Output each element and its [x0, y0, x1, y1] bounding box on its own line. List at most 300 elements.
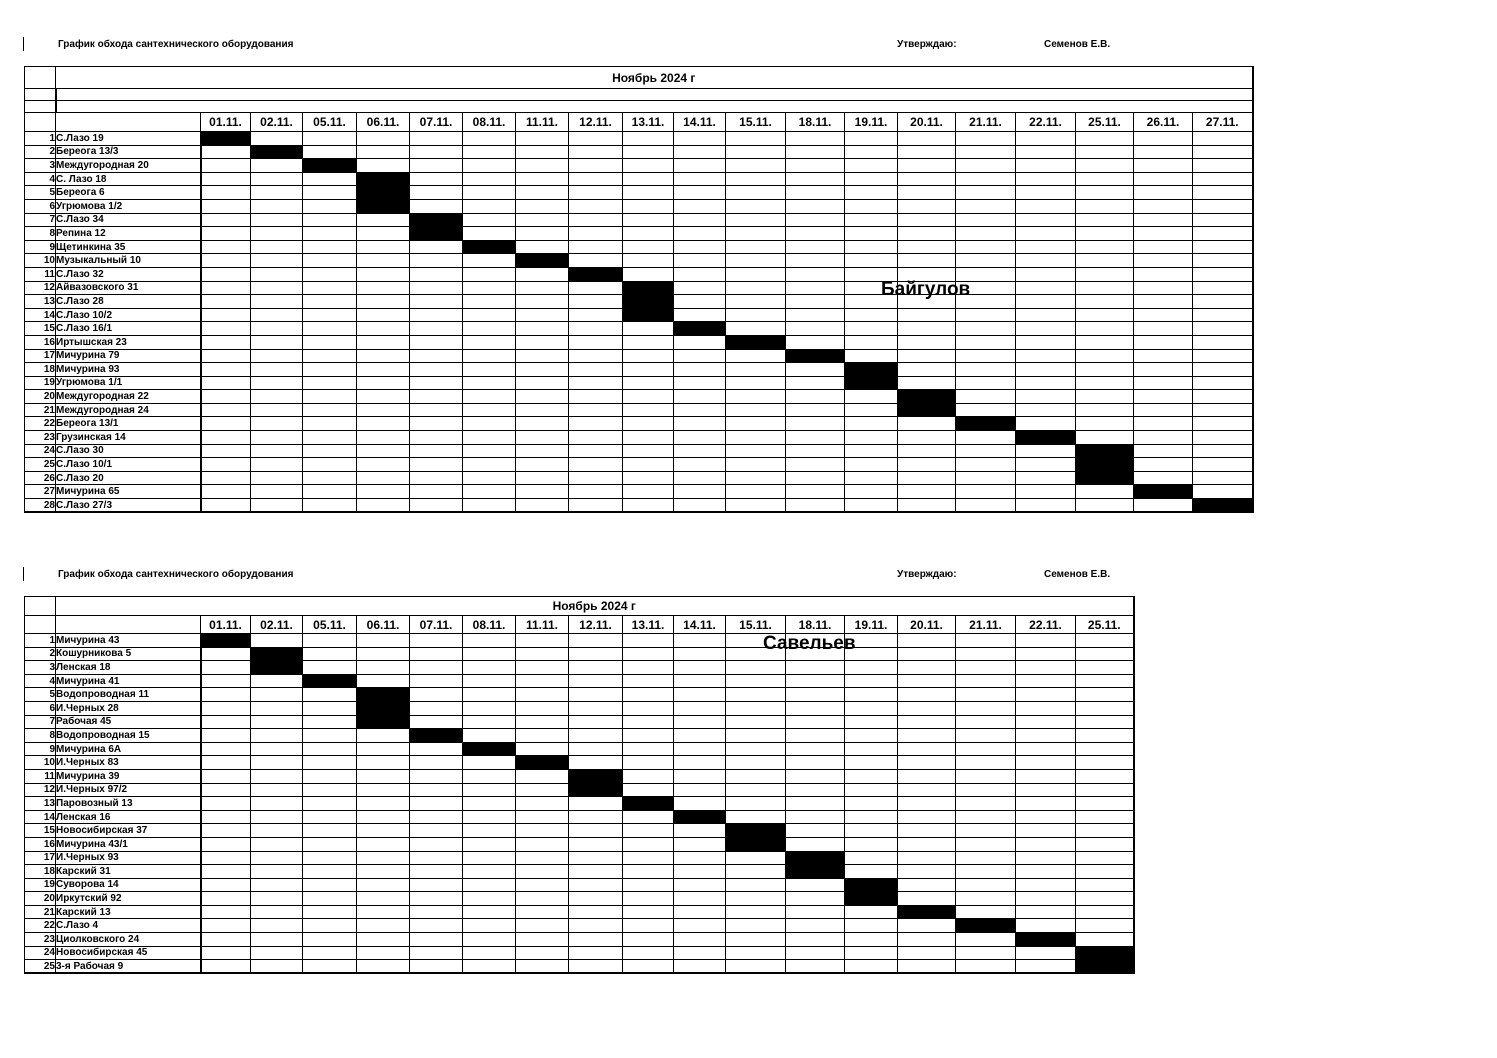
schedule-cell	[201, 878, 251, 892]
schedule-cell	[623, 159, 674, 173]
schedule-cell	[516, 254, 569, 268]
schedule-cell	[956, 742, 1016, 756]
schedule-cell	[410, 661, 463, 675]
date-header: 07.11.	[410, 616, 463, 634]
schedule-cell	[201, 213, 251, 227]
schedule-cell	[251, 797, 303, 811]
month-row	[25, 597, 1134, 616]
schedule-cell	[726, 281, 786, 295]
row-number: 6	[25, 701, 56, 715]
address-cell: Ленская 16	[56, 810, 201, 824]
schedule-cell	[569, 661, 623, 675]
schedule-cell	[898, 363, 956, 377]
row-number: 1	[25, 634, 56, 648]
schedule-cell	[357, 254, 410, 268]
address-cell: Репина 12	[56, 227, 201, 241]
schedule-cell	[845, 499, 898, 513]
row-number: 3	[25, 661, 56, 675]
schedule-cell	[410, 281, 463, 295]
schedule-cell	[516, 810, 569, 824]
schedule-cell	[786, 905, 845, 919]
schedule-cell	[410, 933, 463, 947]
schedule-cell	[410, 688, 463, 702]
schedule-cell	[898, 240, 956, 254]
schedule-cell	[303, 499, 357, 513]
schedule-cell	[516, 240, 569, 254]
address-cell: Угрюмова 1/1	[56, 376, 201, 390]
schedule-cell	[303, 715, 357, 729]
schedule-cell	[251, 946, 303, 960]
schedule-cell	[303, 485, 357, 499]
schedule-cell	[726, 199, 786, 213]
schedule-cell	[201, 322, 251, 336]
schedule-cell	[303, 701, 357, 715]
schedule-cell	[569, 444, 623, 458]
schedule-cell	[463, 390, 516, 404]
schedule-cell	[410, 172, 463, 186]
schedule-cell	[251, 892, 303, 906]
schedule-cell	[201, 349, 251, 363]
schedule-cell	[1134, 295, 1193, 309]
schedule-cell	[623, 946, 674, 960]
schedule-cell	[1076, 281, 1134, 295]
schedule-cell	[1076, 742, 1134, 756]
schedule-cell	[463, 485, 516, 499]
address-cell: Ленская 18	[56, 661, 201, 675]
schedule-cell	[463, 688, 516, 702]
address-cell: С.Лазо 34	[56, 213, 201, 227]
schedule-cell	[463, 172, 516, 186]
schedule-cell	[726, 172, 786, 186]
schedule-cell	[516, 933, 569, 947]
schedule-cell	[623, 865, 674, 879]
schedule-cell	[357, 172, 410, 186]
schedule-cell	[1076, 634, 1134, 648]
schedule-cell	[1016, 933, 1076, 947]
table-row	[25, 254, 1253, 268]
schedule-cell	[1016, 674, 1076, 688]
schedule-cell	[201, 960, 251, 974]
schedule-cell	[1134, 458, 1193, 472]
date-header: 26.11.	[1134, 113, 1193, 132]
schedule-cell	[1193, 308, 1253, 322]
table-row	[25, 186, 1253, 200]
schedule-cell	[623, 824, 674, 838]
schedule-cell	[410, 213, 463, 227]
schedule-cell	[623, 769, 674, 783]
schedule-cell	[1076, 199, 1134, 213]
schedule-cell	[674, 742, 726, 756]
schedule-cell	[463, 674, 516, 688]
schedule-cell	[303, 308, 357, 322]
schedule-cell	[623, 756, 674, 770]
schedule-cell	[410, 159, 463, 173]
schedule-cell	[251, 851, 303, 865]
schedule-cell	[251, 865, 303, 879]
table-row	[25, 458, 1253, 472]
schedule-cell	[1193, 281, 1253, 295]
schedule-cell	[786, 431, 845, 445]
schedule-cell	[956, 688, 1016, 702]
schedule-cell	[303, 186, 357, 200]
inspector-name: Байгулов	[881, 279, 971, 300]
schedule-cell	[303, 199, 357, 213]
schedule-cell	[956, 674, 1016, 688]
schedule-cell	[674, 199, 726, 213]
schedule-cell	[674, 227, 726, 241]
address-cell: Мичурина 39	[56, 769, 201, 783]
schedule-cell	[357, 647, 410, 661]
schedule-cell	[1076, 431, 1134, 445]
schedule-cell	[956, 390, 1016, 404]
schedule-cell	[845, 390, 898, 404]
table-row	[25, 729, 1134, 743]
schedule-cell	[1193, 458, 1253, 472]
schedule-cell	[956, 199, 1016, 213]
schedule-cell	[1193, 417, 1253, 431]
schedule-cell	[674, 213, 726, 227]
schedule-cell	[303, 742, 357, 756]
schedule-cell	[845, 674, 898, 688]
schedule-cell	[357, 485, 410, 499]
schedule-cell	[726, 715, 786, 729]
schedule-cell	[956, 919, 1016, 933]
schedule-cell	[956, 729, 1016, 743]
schedule-cell	[674, 267, 726, 281]
table-row	[25, 824, 1134, 838]
row-number: 17	[25, 851, 56, 865]
schedule-cell	[1016, 227, 1076, 241]
schedule-cell	[956, 403, 1016, 417]
schedule-cell	[357, 132, 410, 146]
date-header: 12.11.	[569, 113, 623, 132]
schedule-cell	[463, 403, 516, 417]
row-number: 1	[25, 132, 56, 146]
schedule-cell	[1076, 295, 1134, 309]
schedule-cell	[623, 403, 674, 417]
schedule-cell	[956, 308, 1016, 322]
schedule-cell	[674, 363, 726, 377]
schedule-cell	[516, 946, 569, 960]
schedule-cell	[845, 254, 898, 268]
schedule-cell	[569, 769, 623, 783]
schedule-cell	[1076, 824, 1134, 838]
schedule-cell	[1134, 254, 1193, 268]
schedule-cell	[303, 674, 357, 688]
schedule-cell	[674, 403, 726, 417]
schedule-cell	[357, 783, 410, 797]
schedule-cell	[674, 390, 726, 404]
address-cell: И.Черных 93	[56, 851, 201, 865]
table-row	[25, 946, 1134, 960]
schedule-cell	[201, 701, 251, 715]
schedule-cell	[303, 213, 357, 227]
schedule-cell	[623, 186, 674, 200]
schedule-cell	[956, 634, 1016, 648]
schedule-cell	[303, 444, 357, 458]
schedule-cell	[674, 485, 726, 499]
schedule-cell	[726, 892, 786, 906]
schedule-cell	[569, 199, 623, 213]
schedule-cell	[516, 199, 569, 213]
schedule-cell	[410, 674, 463, 688]
table-row	[25, 390, 1253, 404]
schedule-cell	[410, 376, 463, 390]
schedule-cell	[251, 647, 303, 661]
schedule-cell	[251, 132, 303, 146]
schedule-cell	[303, 227, 357, 241]
schedule-cell	[674, 688, 726, 702]
schedule-cell	[845, 213, 898, 227]
schedule-cell	[569, 960, 623, 974]
schedule-cell	[303, 403, 357, 417]
schedule-cell	[201, 172, 251, 186]
schedule-cell	[726, 376, 786, 390]
schedule-cell	[357, 634, 410, 648]
schedule-cell	[623, 363, 674, 377]
schedule-cell	[726, 851, 786, 865]
schedule-cell	[845, 199, 898, 213]
schedule-cell	[201, 281, 251, 295]
schedule-cell	[674, 499, 726, 513]
schedule-cell	[201, 851, 251, 865]
schedule-cell	[251, 499, 303, 513]
schedule-cell	[845, 335, 898, 349]
schedule-cell	[516, 837, 569, 851]
schedule-cell	[463, 145, 516, 159]
schedule-cell	[516, 878, 569, 892]
schedule-cell	[1016, 458, 1076, 472]
schedule-cell	[1076, 471, 1134, 485]
schedule-cell	[1193, 499, 1253, 513]
schedule-cell	[463, 322, 516, 336]
schedule-cell	[726, 267, 786, 281]
schedule-cell	[956, 186, 1016, 200]
schedule-cell	[303, 145, 357, 159]
schedule-cell	[463, 159, 516, 173]
schedule-cell	[410, 647, 463, 661]
schedule-cell	[623, 281, 674, 295]
schedule-cell	[726, 349, 786, 363]
schedule-cell	[516, 688, 569, 702]
schedule-cell	[251, 960, 303, 974]
schedule-cell	[726, 960, 786, 974]
date-header: 06.11.	[357, 616, 410, 634]
schedule-cell	[956, 458, 1016, 472]
schedule-cell	[201, 186, 251, 200]
row-number: 20	[25, 390, 56, 404]
schedule-cell	[410, 960, 463, 974]
schedule-cell	[623, 810, 674, 824]
schedule-cell	[410, 132, 463, 146]
schedule-cell	[410, 810, 463, 824]
schedule-cell	[1016, 159, 1076, 173]
schedule-cell	[1016, 186, 1076, 200]
schedule-cell	[251, 810, 303, 824]
row-number: 2	[25, 647, 56, 661]
row-number: 21	[25, 905, 56, 919]
schedule-cell	[726, 742, 786, 756]
row-number: 10	[25, 254, 56, 268]
schedule-cell	[726, 417, 786, 431]
schedule-cell	[410, 729, 463, 743]
schedule-cell	[726, 240, 786, 254]
schedule-cell	[956, 499, 1016, 513]
schedule-cell	[569, 878, 623, 892]
schedule-cell	[726, 458, 786, 472]
schedule-cell	[845, 444, 898, 458]
schedule-cell	[956, 892, 1016, 906]
schedule-cell	[463, 661, 516, 675]
schedule-cell	[726, 363, 786, 377]
schedule-cell	[898, 349, 956, 363]
schedule-cell	[357, 431, 410, 445]
schedule-cell	[251, 417, 303, 431]
schedule-cell	[357, 729, 410, 743]
schedule-cell	[201, 797, 251, 811]
schedule-cell	[463, 919, 516, 933]
schedule-cell	[898, 933, 956, 947]
schedule-cell	[569, 431, 623, 445]
schedule-cell	[623, 783, 674, 797]
table-row	[25, 661, 1134, 675]
schedule-cell	[726, 946, 786, 960]
schedule-cell	[303, 688, 357, 702]
schedule-cell	[674, 444, 726, 458]
row-number: 17	[25, 349, 56, 363]
schedule-cell	[463, 729, 516, 743]
schedule-cell	[201, 254, 251, 268]
schedule-cell	[1076, 403, 1134, 417]
schedule-cell	[251, 186, 303, 200]
schedule-cell	[845, 376, 898, 390]
schedule-cell	[623, 634, 674, 648]
schedule-cell	[786, 933, 845, 947]
schedule-cell	[516, 647, 569, 661]
schedule-cell	[1016, 417, 1076, 431]
address-cell: Новосибирская 45	[56, 946, 201, 960]
schedule-cell	[569, 172, 623, 186]
address-cell: С.Лазо 19	[56, 132, 201, 146]
row-number: 28	[25, 499, 56, 513]
schedule-cell	[786, 308, 845, 322]
address-cell: Кошурникова 5	[56, 647, 201, 661]
schedule-cell	[303, 661, 357, 675]
schedule-cell	[463, 892, 516, 906]
schedule-cell	[251, 363, 303, 377]
schedule-cell	[898, 674, 956, 688]
schedule-cell	[845, 701, 898, 715]
page-marker	[23, 567, 24, 581]
schedule-cell	[726, 485, 786, 499]
schedule-cell	[1076, 417, 1134, 431]
schedule-cell	[1134, 335, 1193, 349]
schedule-cell	[674, 240, 726, 254]
table-row	[25, 715, 1134, 729]
schedule-cell	[623, 417, 674, 431]
schedule-cell	[623, 240, 674, 254]
schedule-cell	[410, 431, 463, 445]
address-cell: С.Лазо 10/1	[56, 458, 201, 472]
schedule-cell	[569, 919, 623, 933]
schedule-cell	[569, 647, 623, 661]
schedule-cell	[357, 878, 410, 892]
schedule-cell	[251, 213, 303, 227]
schedule-cell	[956, 905, 1016, 919]
schedule-cell	[463, 267, 516, 281]
schedule-cell	[898, 254, 956, 268]
row-number: 3	[25, 159, 56, 173]
schedule-cell	[1016, 199, 1076, 213]
date-header: 11.11.	[516, 113, 569, 132]
schedule-cell	[674, 878, 726, 892]
schedule-cell	[516, 145, 569, 159]
schedule-cell	[1016, 471, 1076, 485]
schedule-cell	[956, 647, 1016, 661]
row-number: 14	[25, 308, 56, 322]
table-row	[25, 851, 1134, 865]
address-cell: Грузинская 14	[56, 431, 201, 445]
schedule-cell	[1076, 933, 1134, 947]
schedule-cell	[956, 810, 1016, 824]
schedule-cell	[1076, 349, 1134, 363]
schedule-cell	[726, 145, 786, 159]
row-number: 18	[25, 865, 56, 879]
schedule-cell	[956, 376, 1016, 390]
schedule-cell	[786, 390, 845, 404]
address-cell: Айвазовского 31	[56, 281, 201, 295]
schedule-cell	[623, 499, 674, 513]
schedule-cell	[1076, 172, 1134, 186]
schedule-cell	[726, 729, 786, 743]
schedule-cell	[201, 417, 251, 431]
schedule-cell	[357, 186, 410, 200]
schedule-cell	[845, 892, 898, 906]
schedule-cell	[251, 905, 303, 919]
date-header: 05.11.	[303, 113, 357, 132]
schedule-cell	[786, 172, 845, 186]
schedule-cell	[898, 837, 956, 851]
spacer-row	[25, 101, 1253, 113]
schedule-cell	[569, 674, 623, 688]
schedule-cell	[674, 769, 726, 783]
schedule-cell	[845, 797, 898, 811]
date-header: 22.11.	[1016, 616, 1076, 634]
schedule-cell	[463, 254, 516, 268]
schedule-cell	[357, 674, 410, 688]
schedule-cell	[956, 715, 1016, 729]
schedule-cell	[357, 444, 410, 458]
schedule-cell	[674, 661, 726, 675]
schedule-cell	[516, 444, 569, 458]
schedule-cell	[1134, 281, 1193, 295]
schedule-cell	[1016, 499, 1076, 513]
schedule-cell	[1016, 431, 1076, 445]
schedule-cell	[357, 458, 410, 472]
schedule-cell	[251, 376, 303, 390]
address-cell: Карский 13	[56, 905, 201, 919]
schedule-cell	[516, 783, 569, 797]
schedule-cell	[463, 363, 516, 377]
schedule-cell	[1193, 295, 1253, 309]
schedule-cell	[410, 878, 463, 892]
schedule-cell	[956, 471, 1016, 485]
schedule-table-2	[24, 596, 1135, 974]
schedule-cell	[516, 634, 569, 648]
schedule-cell	[898, 335, 956, 349]
schedule-cell	[845, 159, 898, 173]
schedule-cell	[516, 458, 569, 472]
